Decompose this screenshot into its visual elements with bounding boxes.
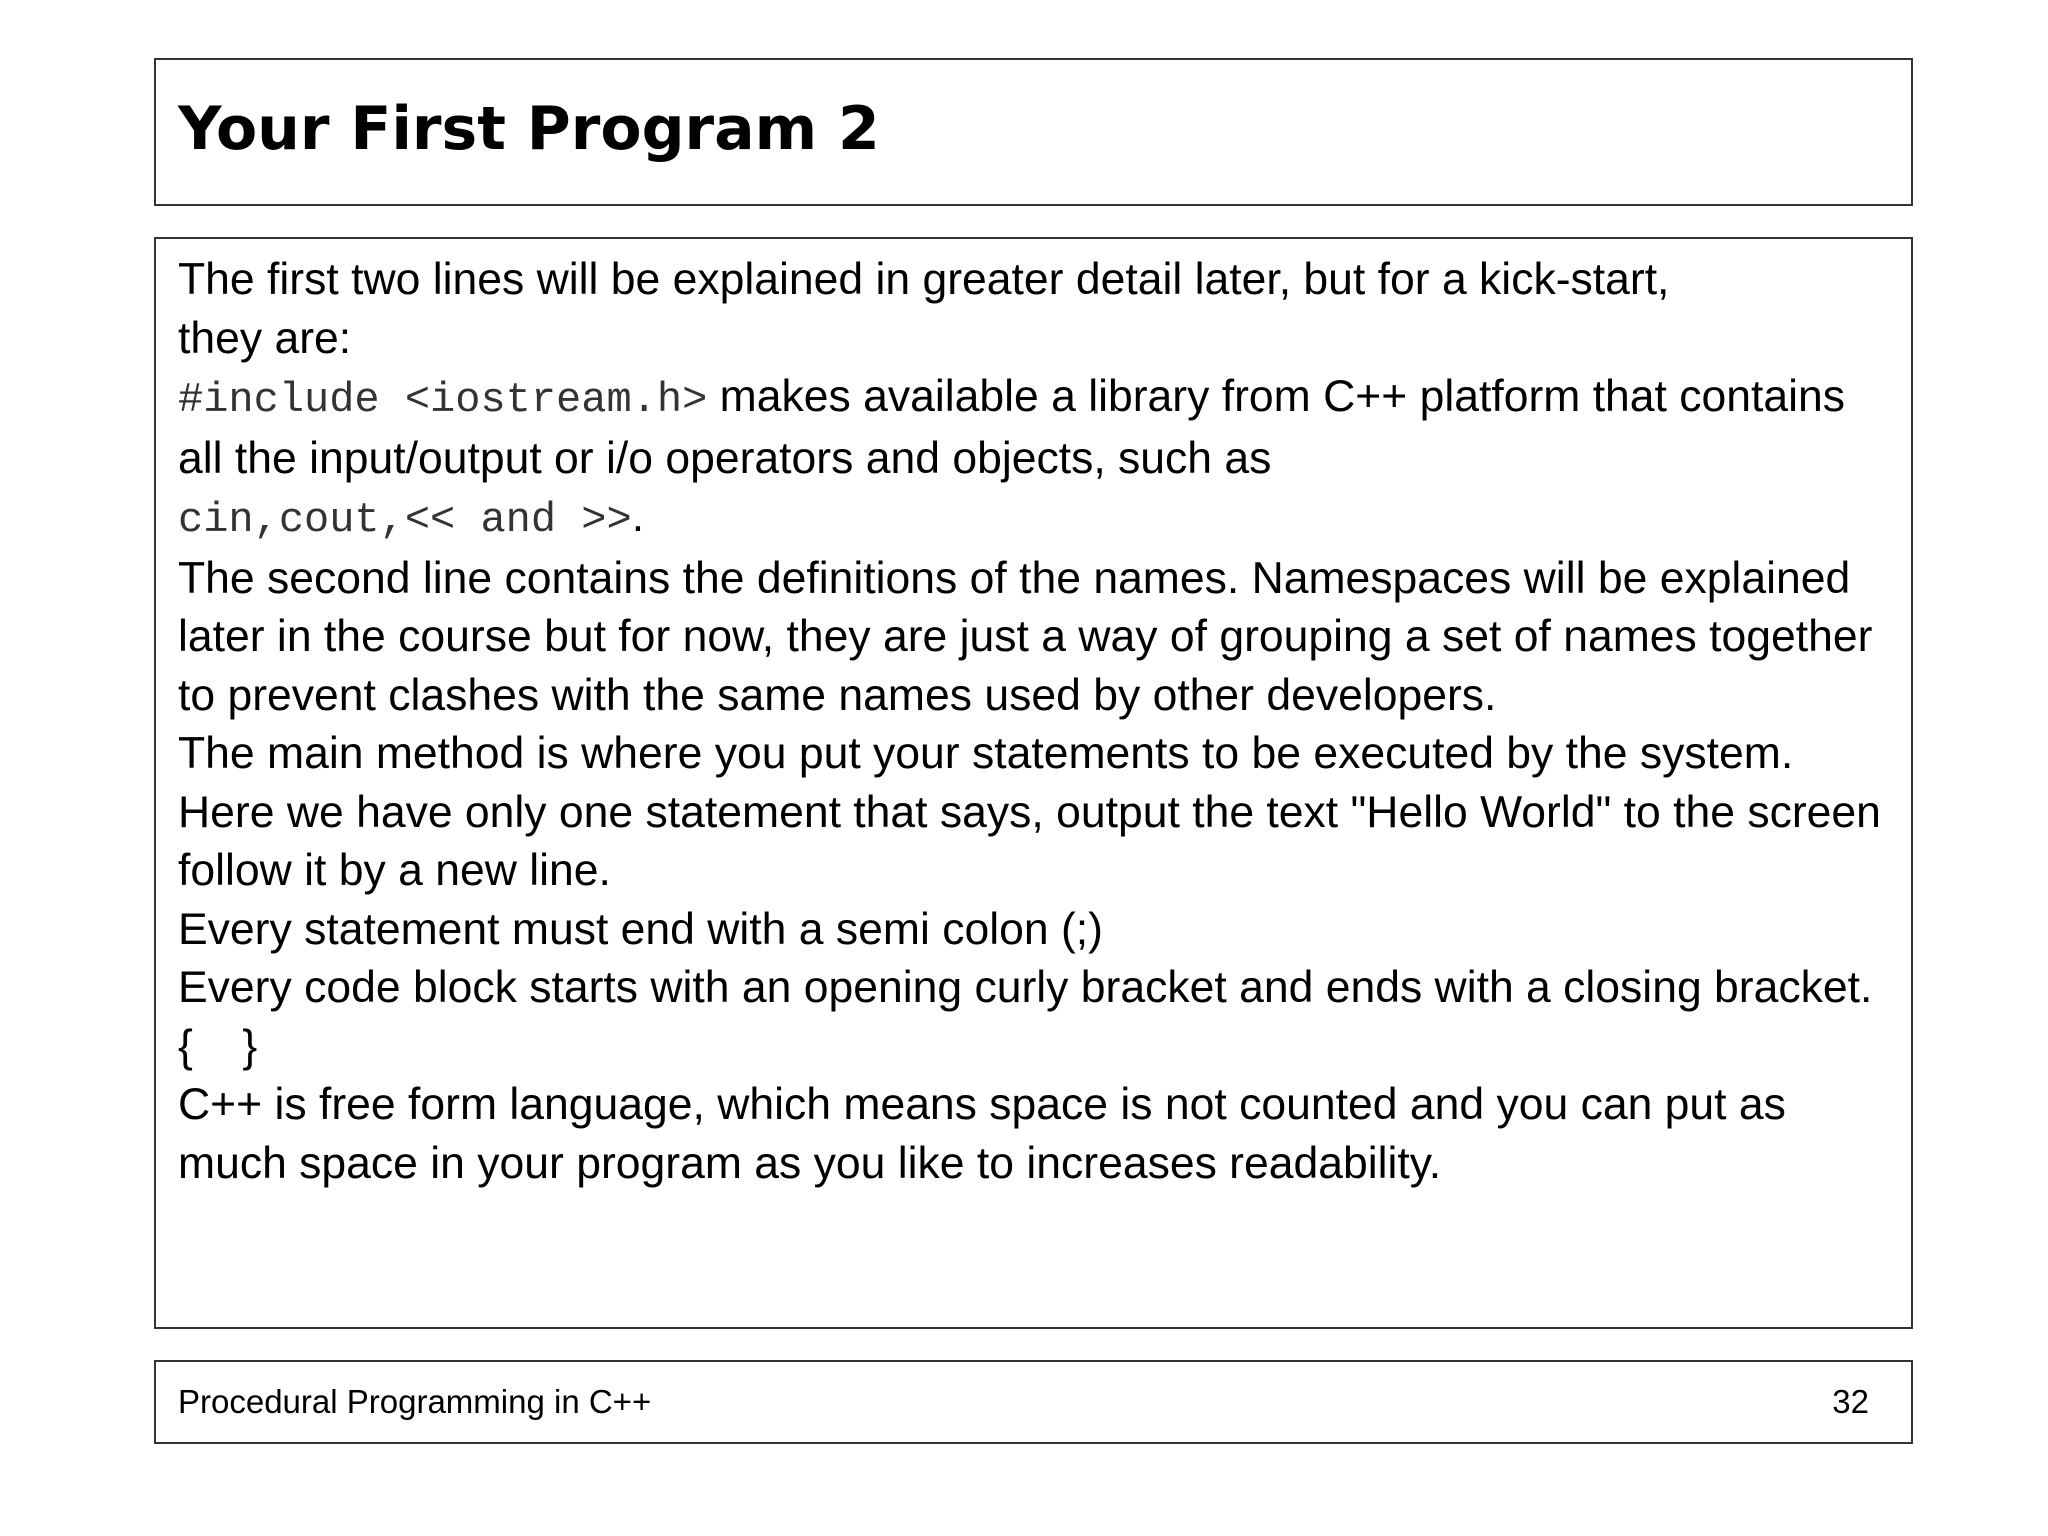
- paragraph-namespaces: The second line contains the definitions of the names. Namespaces will be explained later in the course but for now, they are just a way of grouping a set of names together to prevent clashes with the same names used by other developers.: [178, 553, 1873, 720]
- footer-box: [154, 1360, 1913, 1444]
- paragraph-semicolon: Every statement must end with a semi colon (;): [178, 904, 1103, 954]
- footer-course-title: Procedural Programming in C++: [178, 1383, 652, 1420]
- footer-page-number: 32: [1832, 1383, 1869, 1420]
- include-period: .: [631, 492, 645, 541]
- include-code: #include <iostream.h>: [178, 376, 708, 424]
- paragraph-code-block: Every code block starts with an opening curly bracket and ends with a closing bracket. { }: [178, 963, 1885, 1071]
- slide-title: Your First Program 2: [178, 94, 880, 164]
- paragraph-free-form: C++ is free form language, which means space is not counted and you can put as much space in your program as you like to increases readability.: [178, 1080, 1786, 1188]
- content-box: [154, 237, 1913, 1329]
- intro-line-2: they are:: [178, 313, 352, 363]
- content-text: [178, 251, 1888, 1193]
- io-operators-code: cin,cout,<< and >>: [178, 496, 632, 544]
- paragraph-main-method: The main method is where you put your statements to be executed by the system. Here we have only one statement that says, output the text "Hello World" to the screen follow it by a new line.: [178, 729, 1881, 895]
- paragraph-include: [178, 368, 1888, 550]
- intro-line-1: The first two lines will be explained in greater detail later, but for a kick-start,: [178, 255, 1670, 304]
- paragraph-intro: [178, 251, 1888, 368]
- title-box: [154, 58, 1913, 206]
- include-description: makes available a library from C++ platform that contains all the input/output or i/o operators and objects, such as: [178, 372, 1846, 483]
